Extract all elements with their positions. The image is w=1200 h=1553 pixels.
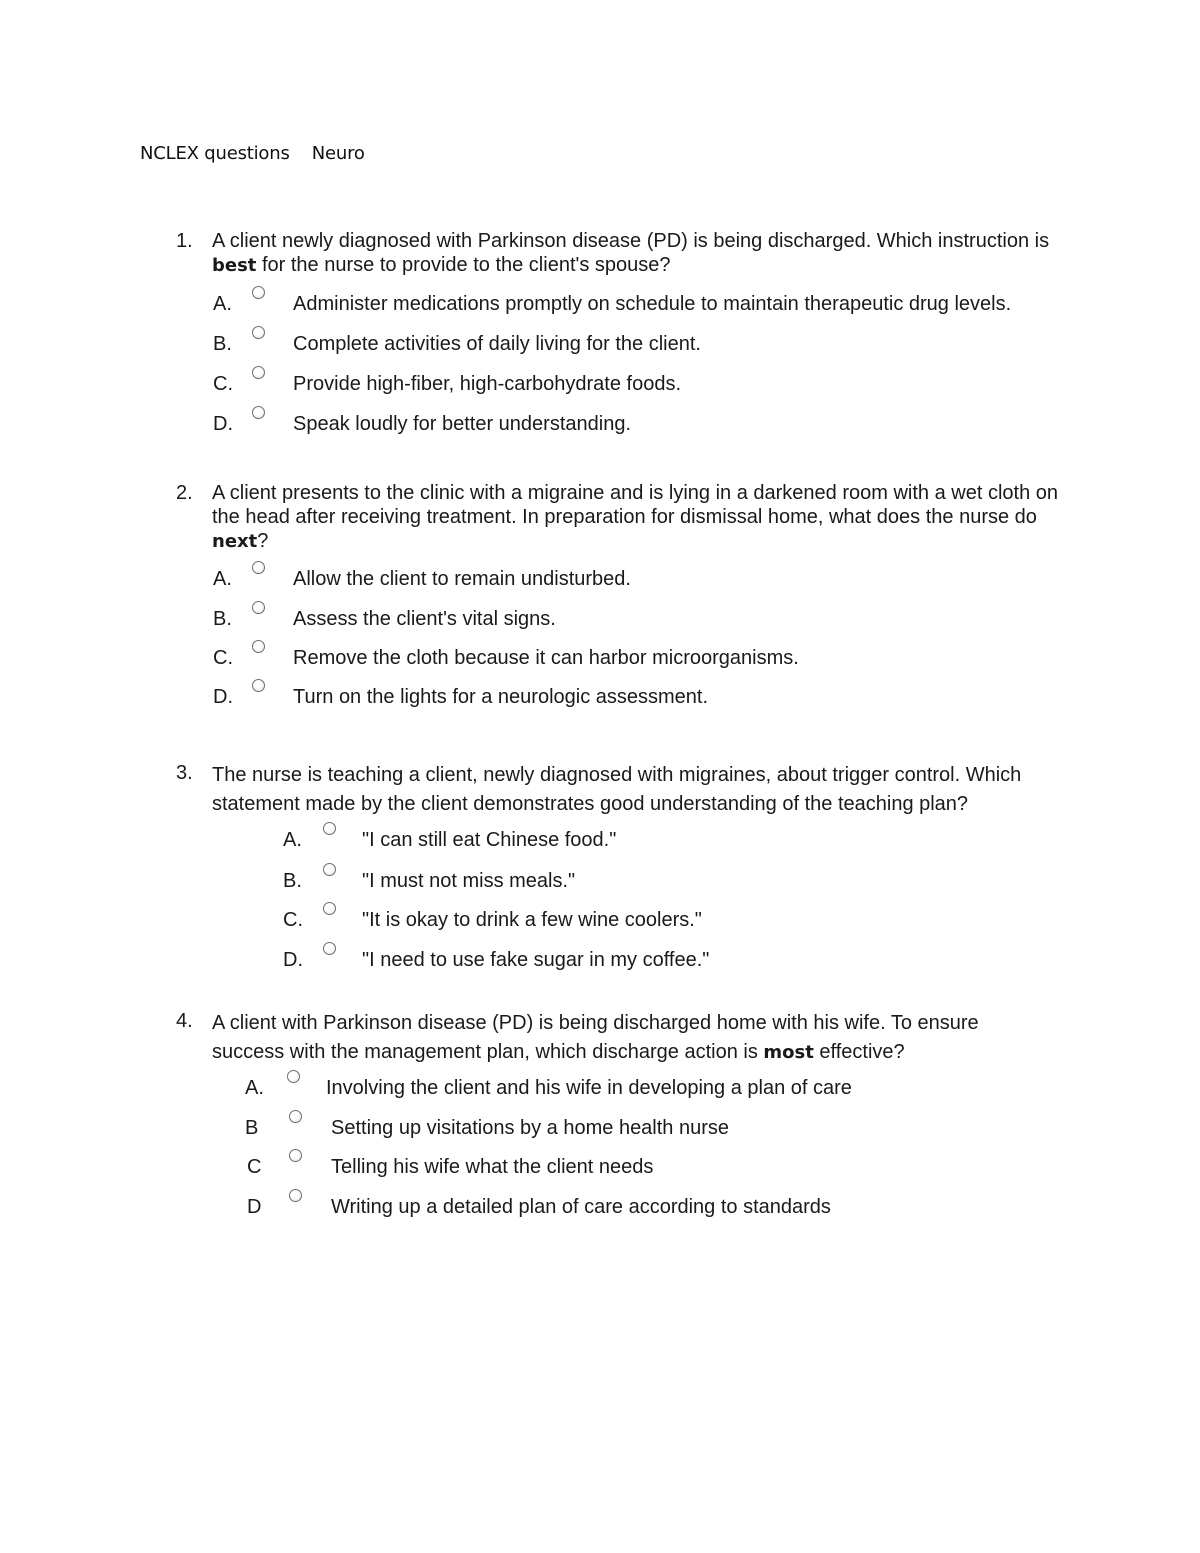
option-text: Speak loudly for better understanding.	[293, 413, 631, 435]
question-number: 3.	[176, 762, 193, 784]
option-text: Turn on the lights for a neurologic assessment.	[293, 686, 709, 708]
option-letter: D.	[213, 413, 233, 435]
radio-button[interactable]	[252, 286, 265, 299]
question-text: A client with Parkinson disease (PD) is being discharged home with his wife. To ensure success with the management plan, which discharge action is most effective?	[212, 1012, 979, 1063]
option-letter: C.	[213, 373, 233, 395]
question-text: A client newly diagnosed with Parkinson disease (PD) is being discharged. Which instruction is best for the nurse to provide to the client's spouse?	[212, 230, 1050, 276]
radio-button[interactable]	[252, 601, 265, 614]
option-text: Remove the cloth because it can harbor microorganisms.	[293, 647, 799, 669]
option-letter: D.	[213, 686, 233, 708]
option-letter: A.	[283, 829, 302, 851]
radio-button[interactable]	[252, 640, 265, 653]
option-text: Complete activities of daily living for the client.	[293, 333, 701, 355]
radio-button[interactable]	[289, 1110, 302, 1123]
question-number: 4.	[176, 1010, 193, 1032]
option-text: "I can still eat Chinese food."	[362, 829, 617, 851]
option-text: Setting up visitations by a home health nurse	[331, 1117, 730, 1139]
radio-button[interactable]	[323, 822, 336, 835]
option-letter: B.	[283, 870, 302, 892]
radio-button[interactable]	[323, 902, 336, 915]
option-text: "It is okay to drink a few wine coolers."	[362, 909, 702, 931]
option-text: Provide high-fiber, high-carbohydrate foods.	[293, 373, 682, 395]
question-text: A client presents to the clinic with a migraine and is lying in a darkened room with a wet cloth on the head after receiving treatment. In preparation for dismissal home, what does the nurse do next?	[212, 482, 1058, 552]
radio-button[interactable]	[252, 561, 265, 574]
option-text: Writing up a detailed plan of care according to standards	[331, 1196, 831, 1218]
option-letter: A.	[213, 293, 232, 315]
option-letter: C.	[213, 647, 233, 669]
option-text: Administer medications promptly on schedule to maintain therapeutic drug levels.	[293, 293, 1012, 315]
radio-button[interactable]	[289, 1189, 302, 1202]
option-letter: A.	[213, 568, 232, 590]
document-title: NCLEX questions Neuro	[140, 143, 365, 164]
radio-button[interactable]	[252, 366, 265, 379]
radio-button[interactable]	[323, 863, 336, 876]
option-letter: A.	[245, 1077, 264, 1099]
option-text: Involving the client and his wife in developing a plan of care	[326, 1077, 852, 1099]
option-text: "I need to use fake sugar in my coffee."	[362, 949, 710, 971]
option-text: Assess the client's vital signs.	[293, 608, 556, 630]
option-letter: B.	[213, 333, 232, 355]
question-text: The nurse is teaching a client, newly diagnosed with migraines, about trigger control. Which statement made by the client demonstrates good understanding of the teaching plan?	[212, 764, 1022, 815]
radio-button[interactable]	[252, 406, 265, 419]
option-letter: C	[247, 1156, 262, 1178]
option-letter: B.	[213, 608, 232, 630]
option-text: Allow the client to remain undisturbed.	[293, 568, 631, 590]
option-letter: B	[245, 1117, 259, 1139]
radio-button[interactable]	[289, 1149, 302, 1162]
question-number: 2.	[176, 482, 193, 504]
question-number: 1.	[176, 230, 193, 252]
option-text: "I must not miss meals."	[362, 870, 576, 892]
radio-button[interactable]	[252, 679, 265, 692]
radio-button[interactable]	[252, 326, 265, 339]
radio-button[interactable]	[323, 942, 336, 955]
option-letter: D	[247, 1196, 262, 1218]
option-letter: D.	[283, 949, 303, 971]
radio-button[interactable]	[287, 1070, 300, 1083]
option-text: Telling his wife what the client needs	[331, 1156, 654, 1178]
option-letter: C.	[283, 909, 303, 931]
